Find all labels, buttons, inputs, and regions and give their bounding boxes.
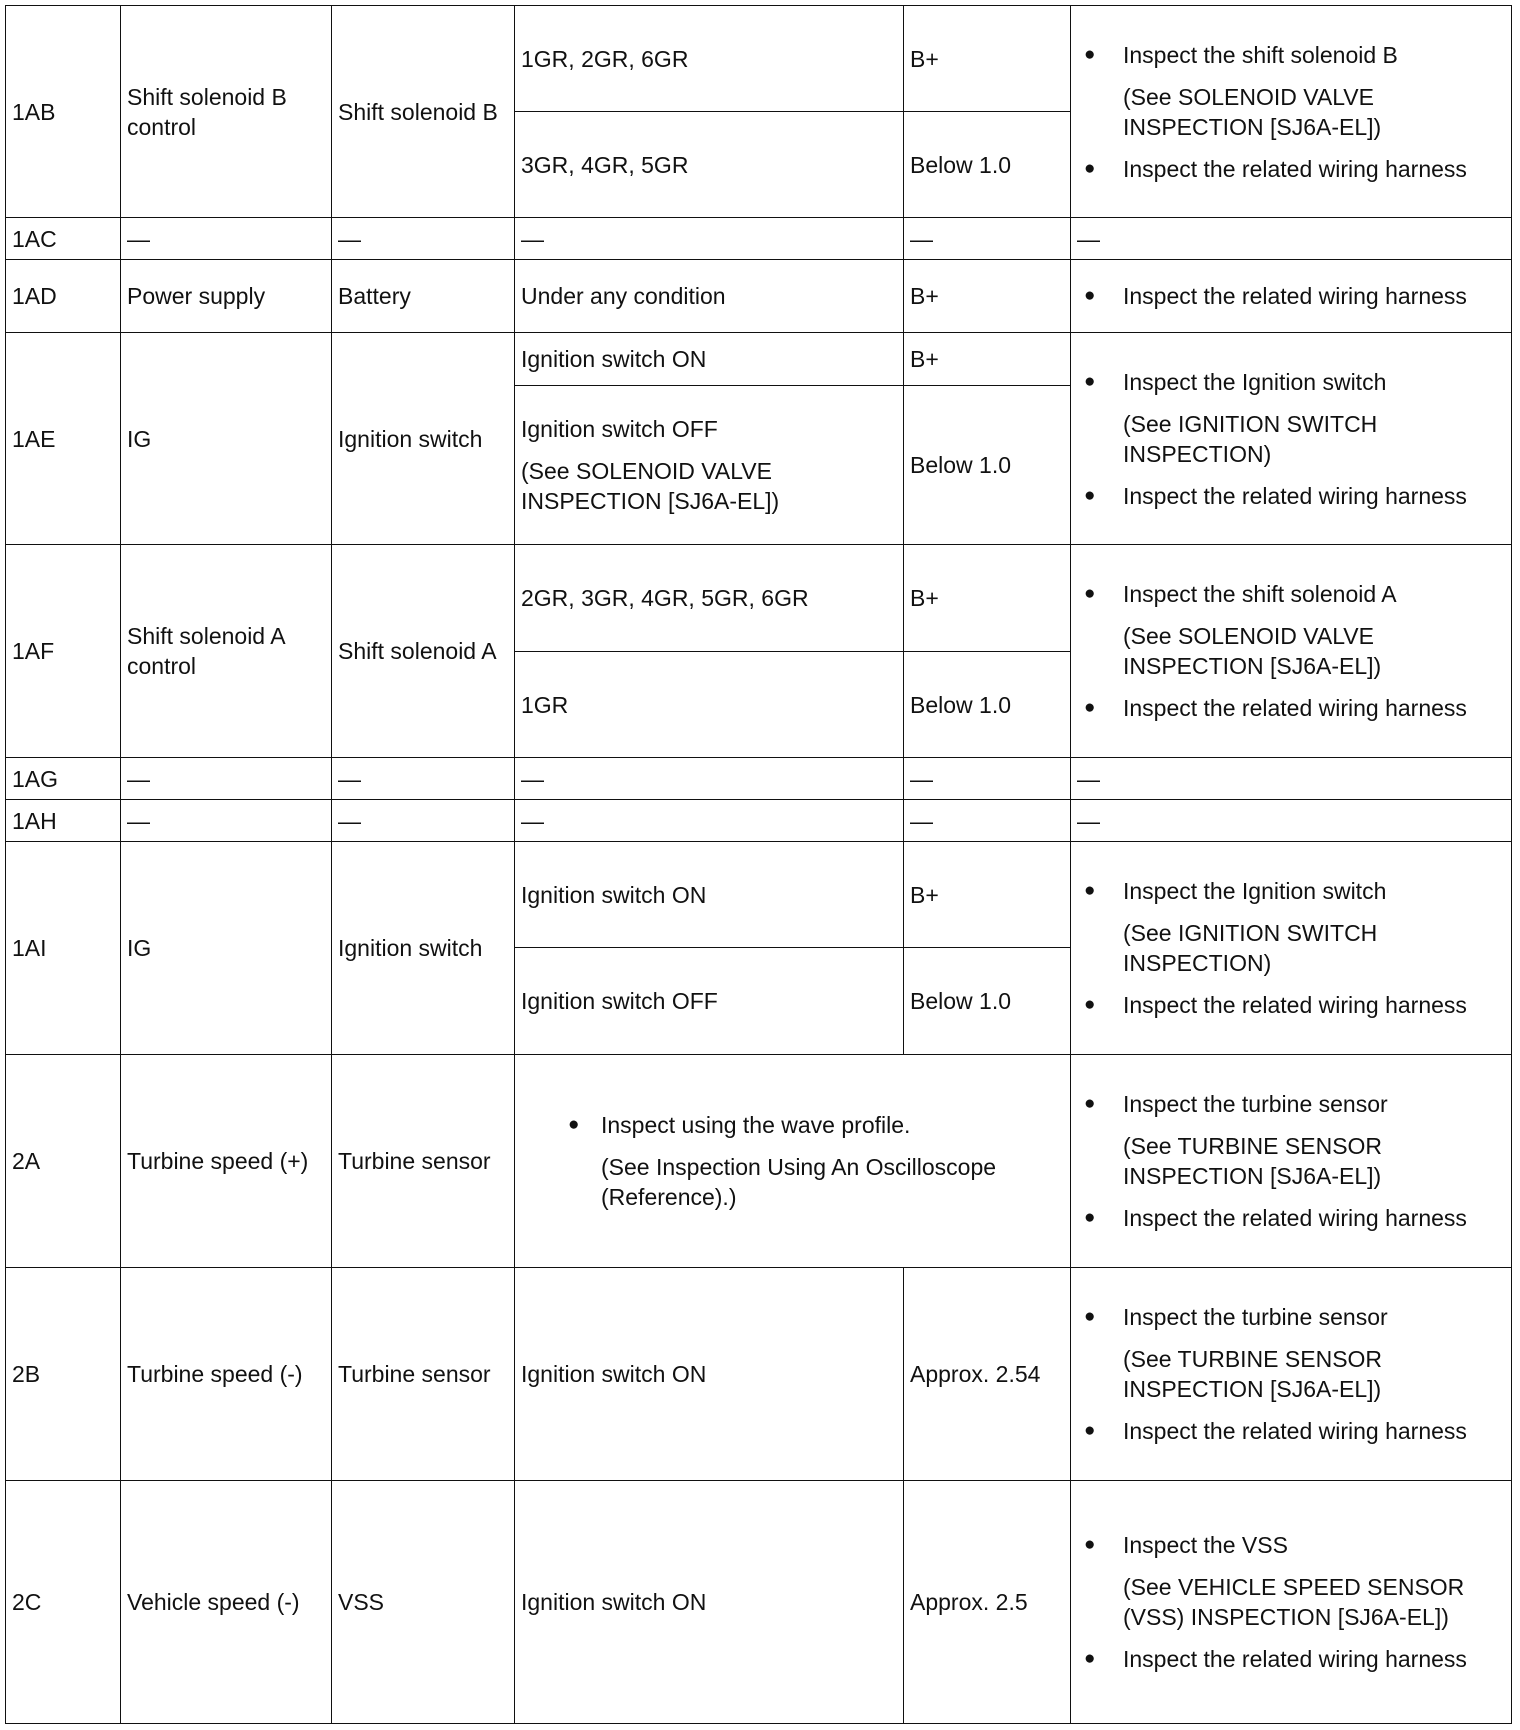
condition-cell: [515, 1055, 1071, 1268]
table-row: [6, 1268, 1512, 1481]
voltage-cell: B+: [904, 545, 1071, 652]
signal-cell: IG: [121, 333, 332, 545]
terminal-cell: 1AI: [6, 842, 121, 1055]
action-cell: [1071, 1055, 1512, 1268]
empty-cell: —: [515, 218, 904, 260]
connected-to-cell: Shift solenoid B: [332, 6, 515, 218]
empty-cell: —: [1071, 800, 1512, 842]
action-item: [1123, 1302, 1505, 1404]
signal-cell: IG: [121, 842, 332, 1055]
voltage-cell: B+: [904, 333, 1071, 386]
action-text: Inspect the turbine sensor: [1123, 1304, 1388, 1330]
empty-cell: —: [1071, 758, 1512, 800]
voltage-cell: B+: [904, 260, 1071, 333]
condition-item: [601, 1110, 1064, 1212]
voltage-cell: B+: [904, 6, 1071, 112]
condition-cell: Under any condition: [515, 260, 904, 333]
action-item: ● Inspect the related wiring harness: [1123, 693, 1505, 723]
empty-cell: —: [515, 800, 904, 842]
action-cell: [1071, 1268, 1512, 1481]
action-item: [1123, 876, 1505, 978]
table-row: [6, 6, 1512, 112]
empty-cell: —: [332, 800, 515, 842]
action-item: ● Inspect the related wiring harness: [1123, 481, 1505, 511]
table-row: [6, 1481, 1512, 1724]
reference-text: (See Inspection Using An Oscilloscope (Reference).): [601, 1154, 997, 1210]
action-cell: [1071, 6, 1512, 218]
terminal-cell: 2A: [6, 1055, 121, 1268]
voltage-cell: Below 1.0: [904, 652, 1071, 758]
condition-cell: 3GR, 4GR, 5GR: [515, 112, 904, 218]
terminal-cell: 1AG: [6, 758, 121, 800]
voltage-cell: Below 1.0: [904, 386, 1071, 545]
table-row: [6, 1055, 1512, 1268]
condition-cell: 1GR: [515, 652, 904, 758]
terminal-cell: 2B: [6, 1268, 121, 1481]
action-cell: [1071, 842, 1512, 1055]
empty-cell: —: [904, 800, 1071, 842]
condition-cell: 1GR, 2GR, 6GR: [515, 6, 904, 112]
action-item: [1123, 1089, 1505, 1191]
reference-text: (See SOLENOID VALVE INSPECTION [SJ6A-EL]): [1123, 83, 1382, 140]
empty-cell: —: [904, 758, 1071, 800]
action-item: ● Inspect the related wiring harness: [1123, 1644, 1505, 1674]
empty-cell: —: [332, 758, 515, 800]
empty-cell: —: [121, 758, 332, 800]
terminal-cell: 1AB: [6, 6, 121, 218]
action-text: Inspect the shift solenoid A: [1123, 581, 1397, 607]
reference-text: (See VEHICLE SPEED SENSOR (VSS) INSPECTION [SJ6A-EL]): [1123, 1574, 1465, 1630]
connected-to-cell: Ignition switch: [332, 842, 515, 1055]
signal-cell: Turbine speed (-): [121, 1268, 332, 1481]
voltage-cell: B+: [904, 842, 1071, 948]
terminal-voltage-table: [5, 5, 1512, 1724]
table-row: [6, 260, 1512, 333]
table-row: [6, 545, 1512, 652]
action-item: [1123, 1530, 1505, 1632]
action-item: ● Inspect the related wiring harness: [1123, 1416, 1505, 1446]
action-item: ● Inspect the related wiring harness: [1123, 281, 1505, 311]
voltage-cell: Approx. 2.5: [904, 1481, 1071, 1724]
action-text: Inspect the shift solenoid B: [1123, 41, 1398, 68]
condition-cell: [515, 386, 904, 545]
action-cell: [1071, 260, 1512, 333]
action-cell: [1071, 333, 1512, 545]
condition-cell: Ignition switch ON: [515, 1268, 904, 1481]
action-item: [1123, 367, 1505, 469]
condition-cell: Ignition switch ON: [515, 333, 904, 386]
condition-cell: 2GR, 3GR, 4GR, 5GR, 6GR: [515, 545, 904, 652]
terminal-cell: 1AE: [6, 333, 121, 545]
terminal-cell: 2C: [6, 1481, 121, 1724]
action-cell: [1071, 545, 1512, 758]
action-text: Inspect the turbine sensor: [1123, 1091, 1388, 1117]
condition-text: Inspect using the wave profile.: [601, 1112, 911, 1138]
connected-to-cell: VSS: [332, 1481, 515, 1724]
connected-to-cell: Shift solenoid A: [332, 545, 515, 758]
voltage-cell: Below 1.0: [904, 112, 1071, 218]
terminal-cell: 1AH: [6, 800, 121, 842]
table-row: [6, 333, 1512, 386]
action-item: [1123, 579, 1505, 681]
connected-to-cell: Turbine sensor: [332, 1268, 515, 1481]
reference-text: (See IGNITION SWITCH INSPECTION): [1123, 920, 1378, 976]
voltage-cell: Approx. 2.54: [904, 1268, 1071, 1481]
reference-text: (See SOLENOID VALVE INSPECTION [SJ6A-EL]): [1123, 623, 1382, 679]
action-text: Inspect the Ignition switch: [1123, 368, 1387, 395]
empty-cell: —: [904, 218, 1071, 260]
condition-cell: Ignition switch OFF: [515, 948, 904, 1055]
connected-to-cell: Turbine sensor: [332, 1055, 515, 1268]
empty-cell: —: [332, 218, 515, 260]
table-row: [6, 800, 1512, 842]
action-item: ● Inspect the related wiring harness: [1123, 1203, 1505, 1233]
signal-cell: Vehicle speed (-): [121, 1481, 332, 1724]
action-cell: [1071, 1481, 1512, 1724]
voltage-cell: Below 1.0: [904, 948, 1071, 1055]
condition-text: Ignition switch OFF: [521, 416, 718, 442]
terminal-cell: 1AF: [6, 545, 121, 758]
connected-to-cell: Battery: [332, 260, 515, 333]
terminal-cell: 1AC: [6, 218, 121, 260]
terminal-cell: 1AD: [6, 260, 121, 333]
reference-text: (See TURBINE SENSOR INSPECTION [SJ6A-EL]): [1123, 1133, 1383, 1189]
empty-cell: —: [515, 758, 904, 800]
table-row: [6, 758, 1512, 800]
action-item: ● Inspect the related wiring harness: [1123, 154, 1505, 184]
empty-cell: —: [121, 218, 332, 260]
reference-text: (See TURBINE SENSOR INSPECTION [SJ6A-EL]): [1123, 1346, 1383, 1402]
action-item: [1123, 40, 1505, 142]
empty-cell: —: [1071, 218, 1512, 260]
signal-cell: Shift solenoid B control: [121, 6, 332, 218]
reference-text: (See SOLENOID VALVE INSPECTION [SJ6A-EL]): [521, 458, 780, 514]
condition-cell: Ignition switch ON: [515, 1481, 904, 1724]
reference-text: (See IGNITION SWITCH INSPECTION): [1123, 410, 1378, 467]
condition-cell: Ignition switch ON: [515, 842, 904, 948]
action-text: Inspect the VSS: [1123, 1532, 1288, 1558]
table-row: [6, 842, 1512, 948]
action-item: ● Inspect the related wiring harness: [1123, 990, 1505, 1020]
action-text: Inspect the Ignition switch: [1123, 878, 1387, 904]
signal-cell: Shift solenoid A control: [121, 545, 332, 758]
connected-to-cell: Ignition switch: [332, 333, 515, 545]
table-row: [6, 218, 1512, 260]
signal-cell: Turbine speed (+): [121, 1055, 332, 1268]
signal-cell: Power supply: [121, 260, 332, 333]
empty-cell: —: [121, 800, 332, 842]
